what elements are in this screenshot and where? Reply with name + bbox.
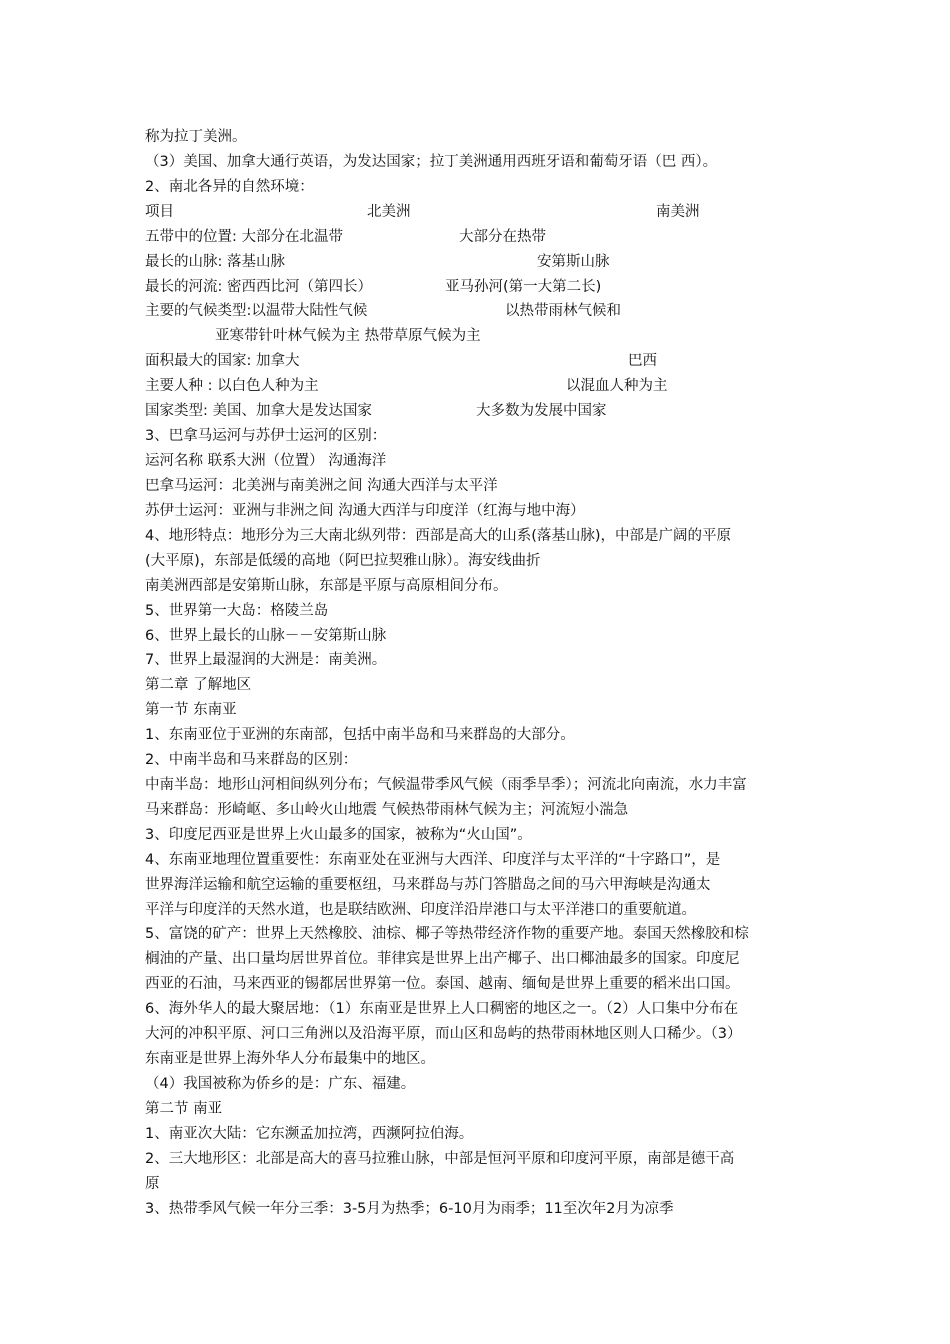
text-line: 1、东南亚位于亚洲的东南部，包括中南半岛和马来群岛的大部分。 <box>145 727 575 743</box>
text-line: （4）我国被称为侨乡的是：广东、福建。 <box>145 1076 416 1092</box>
text-line: 第一节 东南亚 <box>145 702 237 718</box>
text-line: 4、东南亚地理位置重要性：东南亚处在亚洲与大西洋、印度洋与太平洋的“十字路口”，是 <box>145 852 721 868</box>
table-cell: 主要的气候类型:以温带大陆性气候 <box>145 303 368 319</box>
table-cell: 亚马孙河(第一大第二长) <box>445 279 602 295</box>
text-line: 马来群岛：形崎岖、多山岭火山地震 气候热带雨林气候为主；河流短小湍急 <box>145 802 629 818</box>
table-cell: 以热带雨林气候和 <box>505 303 621 319</box>
text-line: 称为拉丁美洲。 <box>145 129 247 145</box>
table-header-cell: 南美洲 <box>656 204 700 220</box>
text-line: 苏伊士运河：亚洲与非洲之间 沟通大西洋与印度洋（红海与地中海） <box>145 503 585 519</box>
table-cell: 安第斯山脉 <box>537 254 610 270</box>
text-line: 第二章 了解地区 <box>145 677 252 693</box>
text-line: 平洋与印度洋的天然水道，也是联结欧洲、印度洋沿岸港口与太平洋港口的重要航道。 <box>145 902 696 918</box>
table-header-cell: 北美洲 <box>367 204 411 220</box>
text-line: 2、中南半岛和马来群岛的区别： <box>145 752 358 768</box>
table-cell: 以混血人种为主 <box>566 378 668 394</box>
text-line: 1、南亚次大陆：它东濒孟加拉湾，西濒阿拉伯海。 <box>145 1126 474 1142</box>
text-line: 3、热带季风气候一年分三季：3-5月为热季；6-10月为雨季；11至次年2月为凉季 <box>145 1201 674 1217</box>
text-line: 运河名称 联系大洲（位置） 沟通海洋 <box>145 453 387 469</box>
text-line: 2、三大地形区：北部是高大的喜马拉雅山脉，中部是恒河平原和印度河平原，南部是德干高 <box>145 1151 735 1167</box>
text-line: 5、富饶的矿产：世界上天然橡胶、油棕、椰子等热带经济作物的重要产地。泰国天然橡胶和棕 <box>145 926 749 942</box>
text-line: 南美洲西部是安第斯山脉，东部是平原与高原相间分布。 <box>145 578 508 594</box>
table-cell: 最长的山脉: 落基山脉 <box>145 254 285 270</box>
table-cell: 国家类型: 美国、加拿大是发达国家 <box>145 403 372 419</box>
table-cell: 大部分在热带 <box>459 229 546 245</box>
table-cell: 五带中的位置: 大部分在北温带 <box>145 229 343 245</box>
text-line: 中南半岛：地形山河相间纵列分布；气候温带季风气候（雨季旱季）；河流北向南流，水力丰富 <box>145 777 747 793</box>
text-line: 巴拿马运河：北美洲与南美洲之间 沟通大西洋与太平洋 <box>145 478 498 494</box>
table-header-cell: 项目 <box>145 204 174 220</box>
text-line: 大河的冲积平原、河口三角洲以及沿海平原，而山区和岛屿的热带雨林地区则人口稀少。（3） <box>145 1026 742 1042</box>
text-line: 第二节 南亚 <box>145 1101 223 1117</box>
text-line: 3、印度尼西亚是世界上火山最多的国家，被称为“火山国”。 <box>145 827 532 843</box>
text-line: (大平原)，东部是低缓的高地（阿巴拉契雅山脉）。海安线曲折 <box>145 553 541 569</box>
section-heading: 3、巴拿马运河与苏伊士运河的区别： <box>145 428 387 444</box>
text-line: 原 <box>145 1176 160 1192</box>
text-line: 榈油的产量、出口量均居世界首位。菲律宾是世界上出产椰子、出口椰油最多的国家。印度尼 <box>145 951 740 967</box>
text-line: 世界海洋运输和航空运输的重要枢纽，马来群岛与苏门答腊岛之间的马六甲海峡是沟通太 <box>145 877 711 893</box>
table-cell: 巴西 <box>628 353 657 369</box>
text-line: 东南亚是世界上海外华人分布最集中的地区。 <box>145 1051 435 1067</box>
table-cell: 主要人种 : 以白色人种为主 <box>145 378 319 394</box>
table-cell: 最长的河流: 密西西比河（第四长） <box>145 279 372 295</box>
text-line: 6、海外华人的最大聚居地：（1）东南亚是世界上人口稠密的地区之一。（2）人口集中分布在 <box>145 1001 739 1017</box>
text-line: 2、南北各异的自然环境： <box>145 179 314 195</box>
text-line: 5、世界第一大岛：格陵兰岛 <box>145 603 329 619</box>
text-line: 6、世界上最长的山脉－－安第斯山脉 <box>145 628 387 644</box>
text-line: 7、世界上最湿润的大洲是：南美洲。 <box>145 652 387 668</box>
table-cell: 大多数为发展中国家 <box>476 403 607 419</box>
text-line: 4、地形特点：地形分为三大南北纵列带：西部是高大的山系(落基山脉)，中部是广阔的平原 <box>145 528 732 544</box>
table-cell: 亚寒带针叶林气候为主 热带草原气候为主 <box>215 328 481 344</box>
table-cell: 面积最大的国家: 加拿大 <box>145 353 300 369</box>
text-line: 西亚的石油，马来西亚的锡都居世界第一位。泰国、越南、缅甸是世界上重要的稻米出口国。 <box>145 976 740 992</box>
text-line: （3）美国、加拿大通行英语，为发达国家；拉丁美洲通用西班牙语和葡萄牙语（巴 西）。 <box>145 154 718 170</box>
